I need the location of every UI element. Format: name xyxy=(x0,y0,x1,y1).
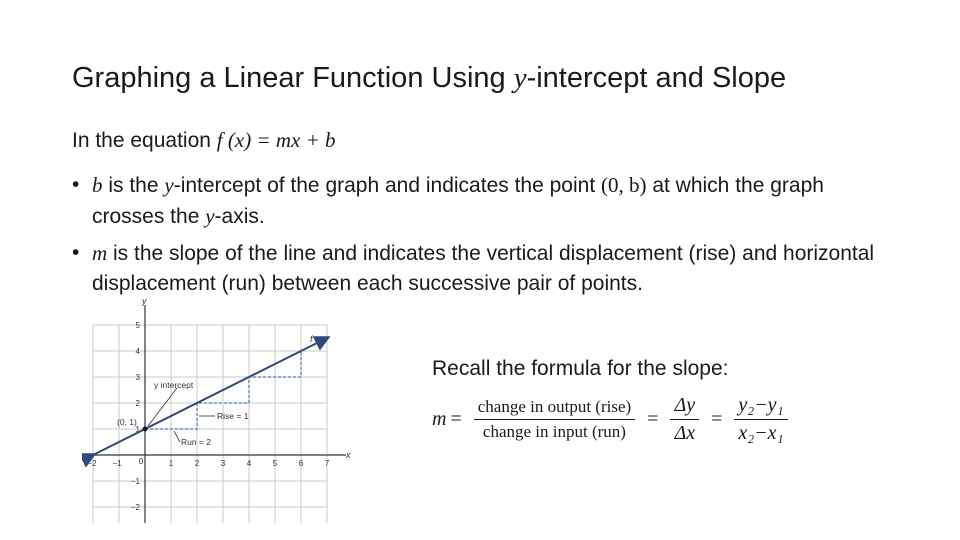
slide-title xyxy=(72,62,786,95)
x-tick-labels xyxy=(87,457,329,468)
fraction-coordinates xyxy=(734,394,787,445)
bullet-list xyxy=(72,170,902,305)
bullet-text: -axis. xyxy=(214,205,265,228)
numerator-coordinates: y₂−y₁ xyxy=(734,394,787,420)
denominator-words: change in input (run) xyxy=(482,422,626,441)
var-b: b xyxy=(92,173,103,197)
x-tick: 4 xyxy=(246,459,252,468)
annotation-point: (0, 1) xyxy=(117,417,137,427)
x-tick: 3 xyxy=(220,459,226,468)
x-tick: 2 xyxy=(194,459,200,468)
formula-m: m xyxy=(432,408,447,430)
equals-sign: = xyxy=(711,408,723,430)
y-tick: 4 xyxy=(135,347,140,356)
linear-function-graph xyxy=(82,295,362,525)
x-tick: 1 xyxy=(168,459,174,468)
fraction-delta xyxy=(670,394,699,445)
var-m: m xyxy=(92,241,108,265)
y-axis-label: y xyxy=(142,296,147,306)
y-tick: 3 xyxy=(135,373,140,382)
bullet-text: is the slope of the line and indicates the vertical displacement (rise) and horizontal displacement (run) between each successive pair of points. xyxy=(92,242,875,295)
title-text-start: Graphing a Linear Function Using xyxy=(72,62,514,94)
equals-sign: = xyxy=(647,408,659,430)
bullet-intercept xyxy=(72,170,902,232)
x-tick: 5 xyxy=(272,459,278,468)
annotation-intercept: y intercept xyxy=(154,380,194,390)
x-tick: −1 xyxy=(112,459,122,468)
x-tick: 7 xyxy=(324,459,330,468)
var-y: y xyxy=(205,204,215,228)
x-axis-label: x xyxy=(346,450,351,460)
y-tick: −2 xyxy=(130,503,140,512)
intro-text: In the equation xyxy=(72,129,217,152)
intro-equation: f (x) = mx + b xyxy=(216,128,336,152)
y-tick: 1 xyxy=(135,425,140,434)
y-tick: 5 xyxy=(135,321,140,330)
title-text-end: -intercept and Slope xyxy=(526,62,787,94)
denominator-delta: Δx xyxy=(674,422,696,444)
slope-formula xyxy=(432,394,796,445)
fraction-words xyxy=(474,397,635,442)
bullet-dot: • xyxy=(72,173,80,196)
bullet-slope xyxy=(72,238,902,299)
recall-text: Recall the formula for the slope: xyxy=(432,357,729,380)
numerator-delta: Δy xyxy=(670,394,699,420)
line-label: f xyxy=(310,334,313,344)
intercept-point xyxy=(143,427,148,432)
var-y: y xyxy=(164,173,174,197)
equals-sign: = xyxy=(450,408,462,430)
bullet-text: is the xyxy=(102,174,165,197)
intro-line xyxy=(72,128,336,153)
point-zero-b: (0, b) xyxy=(600,173,647,197)
denominator-coordinates: x₂−x₁ xyxy=(738,422,784,444)
bullet-dot: • xyxy=(72,241,80,264)
x-tick: −2 xyxy=(87,459,97,468)
y-tick: −1 xyxy=(130,477,140,486)
title-variable: y xyxy=(513,62,527,94)
x-tick: 6 xyxy=(298,459,304,468)
bullet-text: at which the graph crosses the xyxy=(92,174,824,228)
annotation-rise: Rise = 1 xyxy=(217,411,249,421)
annotation-run: Run = 2 xyxy=(181,437,212,447)
axes xyxy=(84,305,346,523)
x-tick: 0 xyxy=(138,457,144,466)
y-tick: 2 xyxy=(135,399,140,408)
numerator-words: change in output (rise) xyxy=(474,397,635,420)
bullet-text: -intercept of the graph and indicates the point xyxy=(173,174,601,197)
